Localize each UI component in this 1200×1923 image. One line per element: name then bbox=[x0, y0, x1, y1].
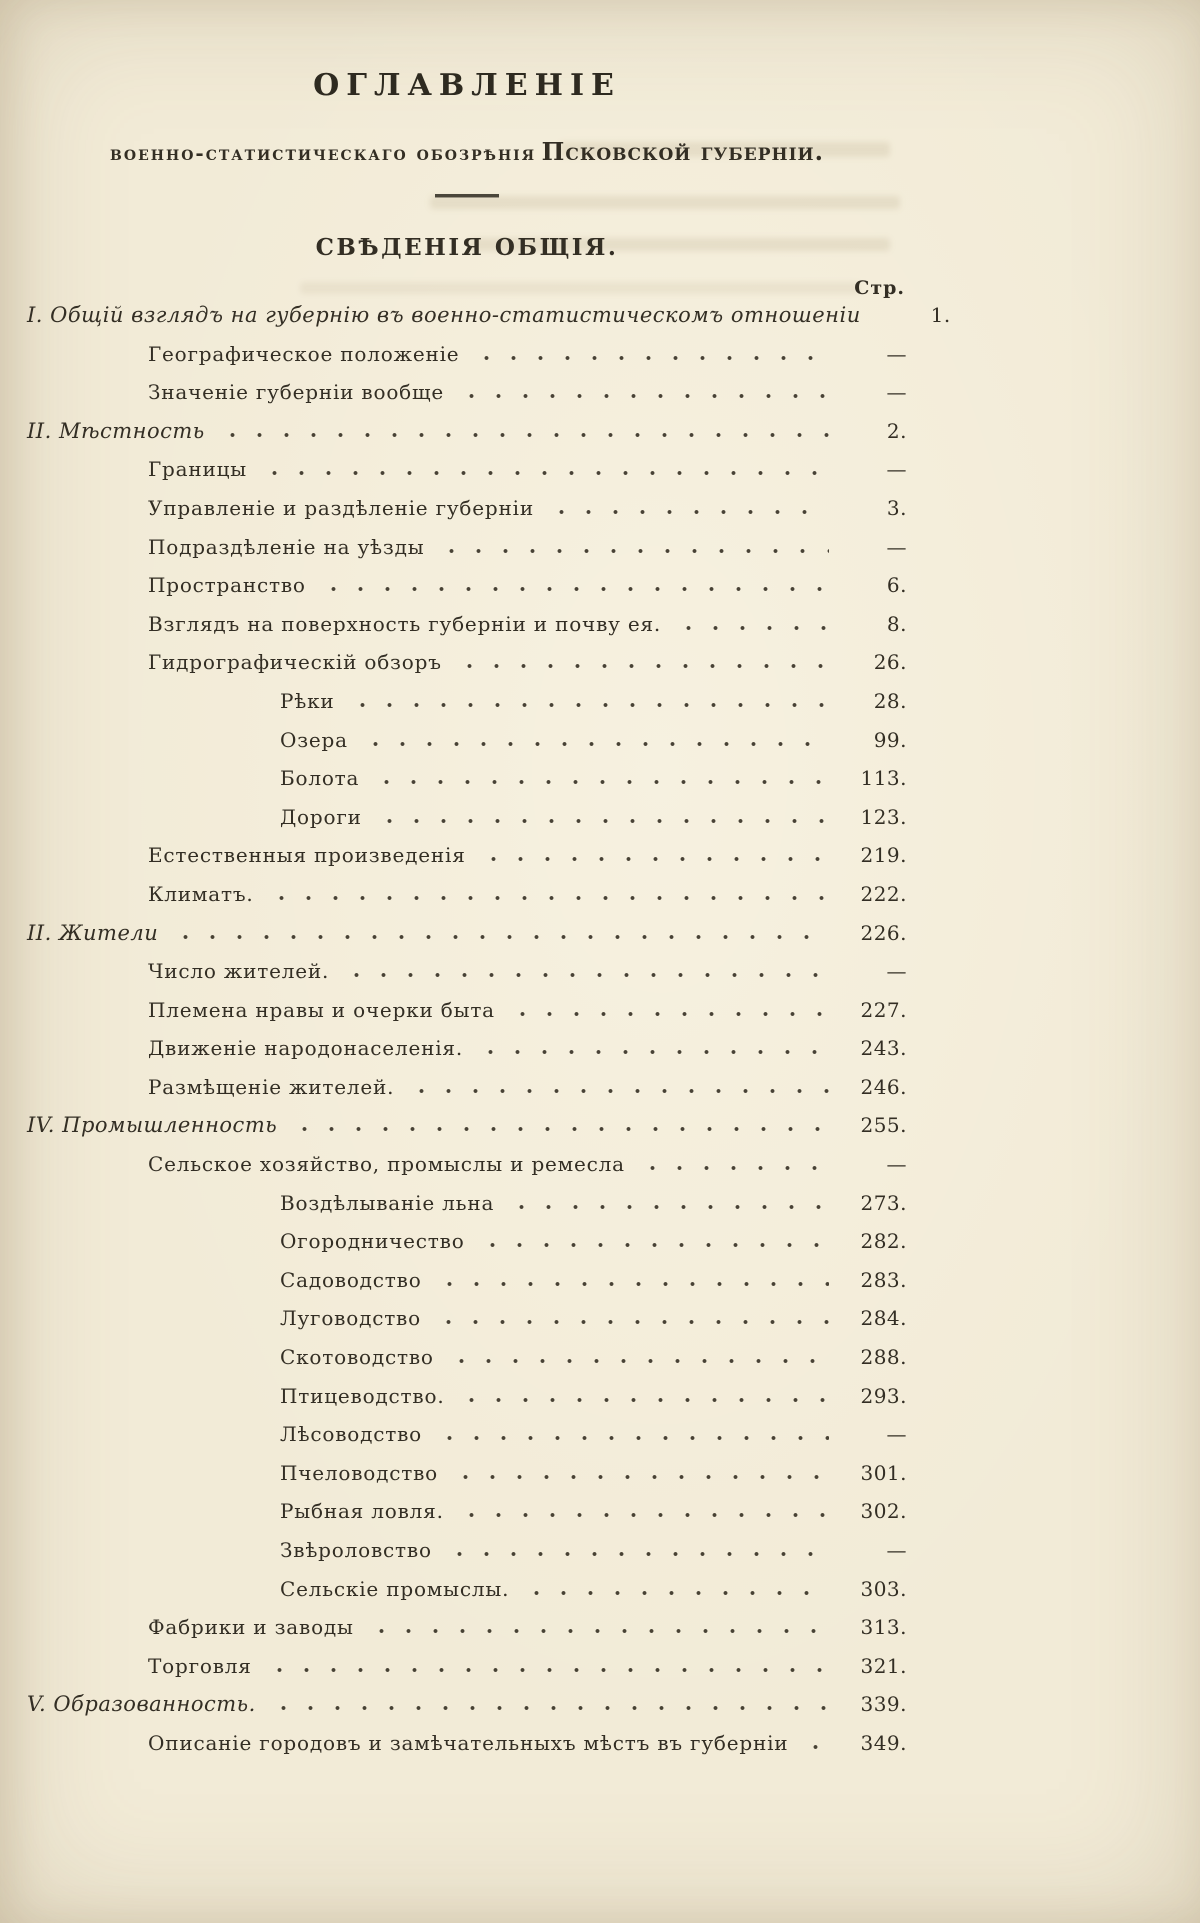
entry-label: Управленіе и раздѣленіе губерніи bbox=[148, 495, 534, 520]
dot-leader bbox=[521, 1590, 829, 1596]
toc-entry bbox=[27, 303, 951, 342]
toc-entry bbox=[27, 921, 907, 960]
toc-entry bbox=[27, 1152, 907, 1191]
entry-label: Озера bbox=[280, 727, 348, 752]
entry-label: V. Образованность. bbox=[27, 1692, 256, 1717]
entry-page: 28. bbox=[873, 688, 907, 713]
dot-leader bbox=[406, 1088, 829, 1094]
toc-entry bbox=[27, 998, 907, 1037]
toc-entry bbox=[27, 1538, 907, 1577]
subtitle-emphasis: Псковской губерніи. bbox=[541, 137, 824, 166]
toc-entry bbox=[27, 1268, 907, 1307]
entry-page: 301. bbox=[860, 1460, 907, 1485]
toc-entry bbox=[27, 1191, 907, 1230]
entry-page: 222. bbox=[860, 881, 907, 906]
entry-page: 6. bbox=[886, 573, 907, 598]
dot-leader bbox=[170, 934, 829, 940]
entry-page: 226. bbox=[860, 920, 907, 945]
entry-label: Сельское хозяйство, промыслы и ремесла bbox=[148, 1152, 625, 1177]
page-content bbox=[27, 0, 951, 1770]
entry-page: 243. bbox=[860, 1036, 907, 1061]
dot-leader bbox=[360, 741, 829, 747]
entry-page: 283. bbox=[860, 1267, 907, 1292]
toc-entry bbox=[27, 1577, 907, 1616]
entry-label: Лѣсоводство bbox=[280, 1422, 422, 1447]
entry-page: — bbox=[886, 1538, 907, 1562]
dot-leader bbox=[454, 663, 829, 669]
dot-leader bbox=[456, 393, 829, 399]
toc-entry bbox=[27, 380, 907, 419]
toc-entry bbox=[27, 573, 907, 612]
toc-entry bbox=[27, 1036, 907, 1075]
entry-label: Луговодство bbox=[280, 1306, 421, 1331]
entry-page: 113. bbox=[860, 766, 907, 791]
toc-entry bbox=[27, 650, 907, 689]
toc-entry bbox=[27, 689, 907, 728]
entry-page: 349. bbox=[860, 1730, 907, 1755]
toc-list bbox=[27, 303, 951, 1770]
entry-label: Гидрографическій обзоръ bbox=[148, 650, 442, 675]
entry-label: Птицеводство. bbox=[280, 1383, 445, 1408]
entry-label: Рыбная ловля. bbox=[280, 1499, 444, 1524]
page-subtitle bbox=[27, 137, 907, 166]
entry-page: 3. bbox=[886, 495, 907, 520]
entry-page: 288. bbox=[860, 1345, 907, 1370]
toc-entry bbox=[27, 1113, 907, 1152]
entry-page: — bbox=[886, 1152, 907, 1177]
toc-entry bbox=[27, 1499, 907, 1538]
dot-leader bbox=[800, 1744, 829, 1750]
entry-label: Дороги bbox=[280, 804, 362, 829]
entry-page: 2. bbox=[886, 418, 907, 443]
dot-leader bbox=[259, 470, 829, 476]
dot-leader bbox=[434, 1435, 829, 1441]
toc-entry bbox=[27, 342, 907, 381]
toc-entry bbox=[27, 1384, 907, 1423]
entry-label: II. Мѣстность bbox=[27, 418, 205, 443]
page-column-label: Стр. bbox=[854, 277, 905, 299]
entry-page: 303. bbox=[860, 1576, 907, 1601]
entry-page: — bbox=[886, 959, 907, 984]
dot-leader bbox=[264, 1667, 829, 1673]
dot-leader bbox=[446, 1358, 829, 1364]
dot-leader bbox=[456, 1397, 829, 1403]
ornament-divider bbox=[435, 194, 499, 198]
entry-page: — bbox=[886, 380, 907, 405]
entry-label: Торговля bbox=[148, 1653, 252, 1678]
entry-page: 302. bbox=[860, 1499, 907, 1524]
toc-entry bbox=[27, 457, 907, 496]
entry-label: Значеніе губерніи вообще bbox=[148, 380, 445, 405]
entry-page: 321. bbox=[860, 1653, 907, 1678]
dot-leader bbox=[433, 1319, 829, 1325]
toc-entry bbox=[27, 535, 907, 574]
toc-entry bbox=[27, 1461, 907, 1500]
toc-entry bbox=[27, 728, 907, 767]
dot-leader bbox=[217, 432, 829, 438]
dot-leader bbox=[637, 1165, 829, 1171]
toc-entry bbox=[27, 1075, 907, 1114]
dot-leader bbox=[347, 702, 829, 708]
dot-leader bbox=[507, 1011, 829, 1017]
dot-leader bbox=[289, 1126, 829, 1132]
page-title: ОГЛАВЛЕНІЕ bbox=[313, 68, 621, 103]
entry-page: 313. bbox=[860, 1615, 907, 1640]
toc-entry bbox=[27, 419, 907, 458]
entry-label: Описаніе городовъ и замѣчательныхъ мѣстъ въ губерніи bbox=[148, 1730, 789, 1755]
toc-entry bbox=[27, 805, 907, 844]
dot-leader bbox=[450, 1474, 829, 1480]
entry-label: Рѣки bbox=[280, 688, 335, 713]
toc-entry bbox=[27, 1229, 907, 1268]
dot-leader bbox=[371, 779, 829, 785]
entry-page: 123. bbox=[860, 804, 907, 829]
entry-label: Географическое положеніе bbox=[148, 341, 460, 366]
subtitle-prefix: военно-статистическаго обозрѣнія bbox=[110, 141, 537, 165]
toc-entry bbox=[27, 1345, 907, 1384]
toc-entry bbox=[27, 882, 907, 921]
entry-label: IV. Промышленность bbox=[27, 1113, 278, 1138]
entry-page: 255. bbox=[860, 1113, 907, 1138]
entry-label: Садоводство bbox=[280, 1267, 422, 1292]
dot-leader bbox=[268, 1705, 829, 1711]
toc-entry bbox=[27, 496, 907, 535]
dot-leader bbox=[506, 1204, 829, 1210]
entry-page: — bbox=[886, 1422, 907, 1447]
entry-label: Племена нравы и очерки быта bbox=[148, 997, 495, 1022]
entry-label: Взглядъ на поверхность губерніи и почву ея. bbox=[148, 611, 662, 636]
dot-leader bbox=[444, 1551, 829, 1557]
toc-entry bbox=[27, 1654, 907, 1693]
toc-entry bbox=[27, 1731, 907, 1770]
entry-label: Число жителей. bbox=[148, 959, 330, 984]
entry-label: Подраздѣленіе на уѣзды bbox=[148, 534, 425, 559]
entry-label: Сельскіе промыслы. bbox=[280, 1576, 510, 1601]
entry-label: Звѣроловство bbox=[280, 1538, 432, 1562]
dot-leader bbox=[471, 355, 829, 361]
dot-leader bbox=[374, 818, 829, 824]
entry-label: Климатъ. bbox=[148, 881, 254, 906]
toc-entry bbox=[27, 843, 907, 882]
toc-entry bbox=[27, 612, 907, 651]
entry-page: — bbox=[886, 534, 907, 559]
entry-page: 26. bbox=[873, 650, 907, 675]
dot-leader bbox=[475, 1049, 829, 1055]
entry-page: 273. bbox=[860, 1190, 907, 1215]
entry-page: — bbox=[886, 457, 907, 482]
entry-label: Фабрики и заводы bbox=[148, 1615, 354, 1640]
entry-page: 282. bbox=[860, 1229, 907, 1254]
entry-page: 284. bbox=[860, 1306, 907, 1331]
entry-page: 227. bbox=[860, 997, 907, 1022]
entry-label: Воздѣлываніе льна bbox=[280, 1190, 495, 1215]
toc-entry bbox=[27, 1615, 907, 1654]
dot-leader bbox=[341, 972, 829, 978]
entry-page: — bbox=[886, 341, 907, 366]
toc-entry bbox=[27, 766, 907, 805]
dot-leader bbox=[266, 895, 829, 901]
dot-leader bbox=[456, 1512, 829, 1518]
entry-page: 99. bbox=[873, 727, 907, 752]
dot-leader bbox=[366, 1628, 829, 1634]
entry-page: 219. bbox=[860, 843, 907, 868]
toc-entry bbox=[27, 959, 907, 998]
toc-entry bbox=[27, 1422, 907, 1461]
entry-page: 8. bbox=[886, 611, 907, 636]
dot-leader bbox=[436, 548, 829, 554]
dot-leader bbox=[477, 1242, 829, 1248]
entry-label: Границы bbox=[148, 457, 248, 482]
toc-entry bbox=[27, 1306, 907, 1345]
entry-page: 293. bbox=[860, 1383, 907, 1408]
entry-label: Размѣщеніе жителей. bbox=[148, 1074, 395, 1099]
entry-label: Болота bbox=[280, 766, 360, 791]
dot-leader bbox=[673, 625, 829, 631]
dot-leader bbox=[318, 586, 829, 592]
section-heading: СВѢДЕНІЯ ОБЩІЯ. bbox=[315, 234, 619, 261]
toc-entry bbox=[27, 1692, 907, 1731]
entry-page: 1. bbox=[930, 303, 951, 327]
entry-label: Пространство bbox=[148, 573, 306, 598]
entry-label: Пчеловодство bbox=[280, 1460, 439, 1485]
entry-page: 246. bbox=[860, 1074, 907, 1099]
entry-label: II. Жители bbox=[27, 920, 159, 945]
entry-label: Скотоводство bbox=[280, 1345, 434, 1370]
dot-leader bbox=[546, 509, 829, 515]
dot-leader bbox=[434, 1281, 829, 1287]
entry-label: I. Общій взглядъ на губернію въ военно-статистическомъ отношеніи bbox=[27, 303, 861, 327]
dot-leader bbox=[478, 856, 829, 862]
entry-label: Движеніе народонаселенія. bbox=[148, 1036, 463, 1061]
entry-label: Естественныя произведенія bbox=[148, 843, 466, 868]
entry-label: Огородничество bbox=[280, 1229, 465, 1254]
entry-page: 339. bbox=[860, 1692, 907, 1717]
